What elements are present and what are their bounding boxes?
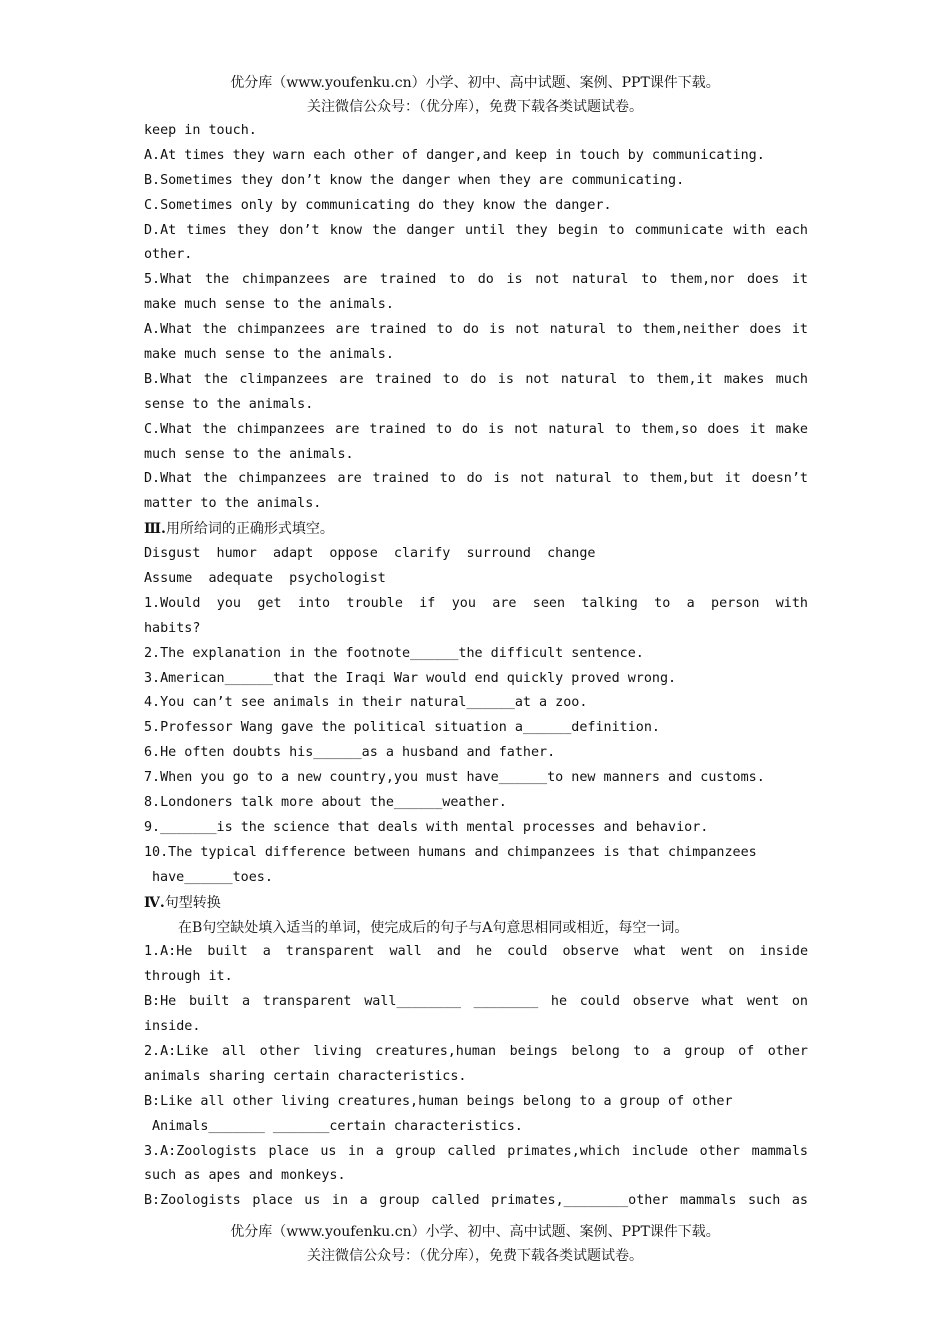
transform-3b: B:Zoologists place us in a group called primates,________other mammals such as — [144, 1193, 808, 1209]
transform-2b: B:Like all other living creatures,human beings belong to a group of other — [144, 1093, 733, 1109]
option-a: A.What the chimpanzees are trained to do is not natural to them,neither does it — [144, 322, 808, 338]
question-5: 5.What the chimpanzees are trained to do is not natural to them,nor does it — [144, 272, 808, 288]
text-line: other. — [144, 247, 193, 263]
fill-blank-5: 5.Professor Wang gave the political situation a______definition. — [144, 720, 660, 736]
text-line: through it. — [144, 969, 233, 985]
text-line: much sense to the animals. — [144, 446, 354, 462]
word-bank: Assume adequate psychologist — [144, 571, 386, 587]
text-line: habits? — [144, 620, 201, 636]
option-d: D.At times they don’t know the danger until they begin to communicate with each — [144, 222, 808, 238]
fill-blank-3: 3.American______that the Iraqi War would end quickly proved wrong. — [144, 670, 677, 686]
fill-blank-6: 6.He often doubts his______as a husband and father. — [144, 745, 556, 761]
page-header — [0, 71, 950, 119]
text-line: make much sense to the animals. — [144, 297, 394, 313]
text-line: inside. — [144, 1019, 201, 1035]
section-4-title: 句型转换 — [164, 894, 221, 911]
transform-2a: 2.A:Like all other living creatures,human beings belong to a group of other — [144, 1043, 808, 1059]
option-b: B.Sometimes they don’t know the danger when they are communicating. — [144, 172, 685, 188]
fill-blank-9: 9._______is the science that deals with mental processes and behavior. — [144, 819, 709, 835]
page-footer — [0, 1220, 950, 1268]
transform-1a: 1.A:He built a transparent wall and he could observe what went on inside — [144, 944, 808, 960]
fill-blank-4: 4.You can’t see animals in their natural______at a zoo. — [144, 695, 588, 711]
header-line-1: 优分库（www.youfenku.cn）小学、初中、高中试题、案例、PPT课件下载。 — [230, 75, 720, 91]
section-3-heading — [144, 517, 808, 542]
section-4-heading — [144, 891, 808, 916]
section-4-number: Ⅳ. — [144, 894, 165, 911]
option-b: B.What the climpanzees are trained to do is not natural to them,it makes much — [144, 371, 808, 387]
text-line: keep in touch. — [144, 123, 257, 138]
document-body — [144, 119, 808, 1214]
option-d: D.What the chimpanzees are trained to do is not natural to them,but it doesn’t — [144, 471, 808, 487]
footer-line-2: 关注微信公众号：（优分库），免费下载各类试题试卷。 — [307, 1248, 643, 1264]
text-line: Animals_______ _______certain characteristics. — [152, 1118, 523, 1134]
option-c: C.What the chimpanzees are trained to do is not natural to them,so does it make — [144, 421, 808, 437]
fill-blank-1: 1.Would you get into trouble if you are seen talking to a person with — [144, 595, 808, 611]
text-line: sense to the animals. — [144, 396, 314, 412]
transform-3a: 3.A:Zoologists place us in a group called primates,which include other mammals — [144, 1143, 808, 1159]
footer-line-1: 优分库（www.youfenku.cn）小学、初中、高中试题、案例、PPT课件下载。 — [230, 1224, 720, 1240]
section-4-instructions: 在B句空缺处填入适当的单词，使完成后的句子与A句意思相同或相近，每空一词。 — [178, 919, 689, 936]
fill-blank-10: 10.The typical difference between humans and chimpanzees is that chimpanzees — [144, 844, 757, 860]
option-c: C.Sometimes only by communicating do they know the danger. — [144, 197, 612, 213]
option-a: A.At times they warn each other of danger,and keep in touch by communicating. — [144, 147, 765, 163]
text-line: animals sharing certain characteristics. — [144, 1068, 467, 1084]
word-bank: Disgust humor adapt oppose clarify surround change — [144, 546, 596, 562]
fill-blank-8: 8.Londoners talk more about the______weather. — [144, 795, 507, 811]
transform-1b: B:He built a transparent wall________ ________ he could observe what went on — [144, 994, 808, 1010]
text-line: have______toes. — [152, 869, 273, 885]
fill-blank-2: 2.The explanation in the footnote______the difficult sentence. — [144, 645, 644, 661]
fill-blank-7: 7.When you go to a new country,you must have______to new manners and customs. — [144, 770, 765, 786]
section-3-number: Ⅲ. — [144, 521, 166, 538]
section-3-title: 用所给词的正确形式填空。 — [165, 521, 334, 538]
text-line: make much sense to the animals. — [144, 347, 394, 363]
header-line-2: 关注微信公众号：（优分库），免费下载各类试题试卷。 — [307, 99, 643, 115]
text-line: matter to the animals. — [144, 496, 322, 512]
text-line: such as apes and monkeys. — [144, 1168, 346, 1184]
